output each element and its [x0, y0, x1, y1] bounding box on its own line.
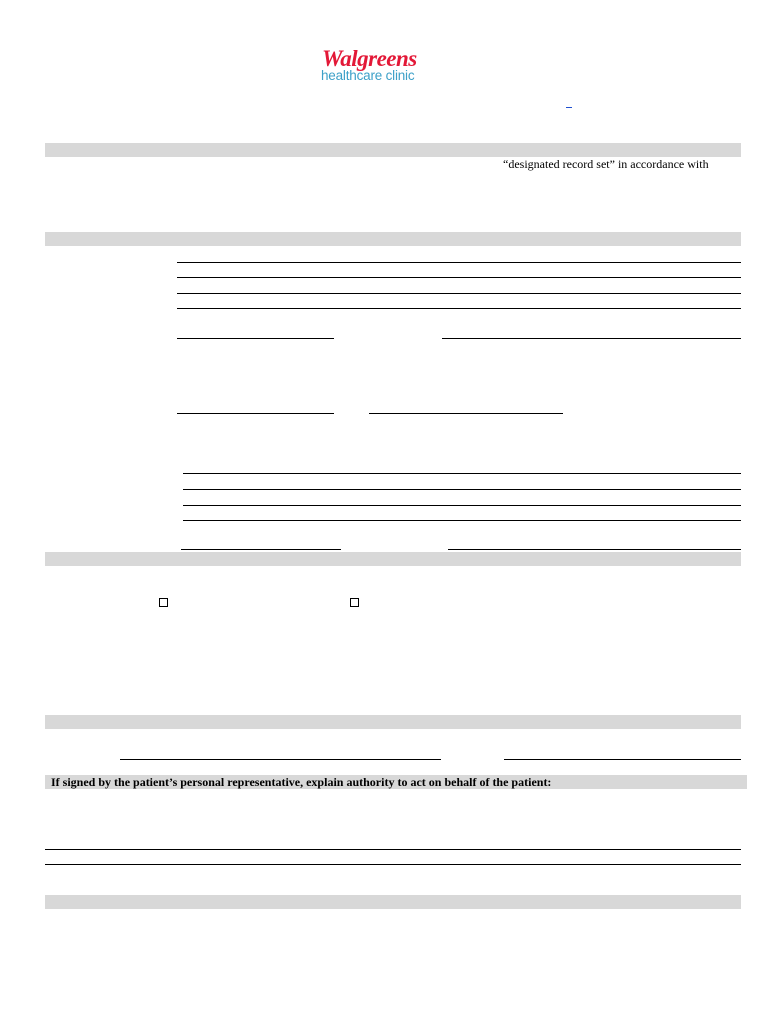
fill-line[interactable]	[177, 262, 741, 263]
option-checkbox-1[interactable]	[159, 598, 168, 607]
signature-line[interactable]	[120, 759, 441, 760]
fill-line[interactable]	[183, 505, 741, 506]
authority-line[interactable]	[45, 864, 741, 865]
date-line[interactable]	[504, 759, 741, 760]
logo-subtitle: healthcare clinic	[321, 68, 415, 83]
section-header-band-3	[45, 552, 741, 566]
intro-text-fragment: “designated record set” in accordance with	[503, 157, 709, 171]
fill-line[interactable]	[183, 489, 741, 490]
walgreens-logo: Walgreens	[322, 46, 417, 71]
authority-line[interactable]	[45, 849, 741, 850]
section-header-band-2	[45, 232, 741, 246]
fill-line-right[interactable]	[448, 549, 741, 550]
section-header-band-6	[45, 895, 741, 909]
fill-line[interactable]	[183, 473, 741, 474]
fill-line-right[interactable]	[442, 338, 741, 339]
fill-line[interactable]	[177, 277, 741, 278]
link-underscore[interactable]	[566, 107, 572, 108]
fill-line-middle[interactable]	[369, 413, 563, 414]
fill-line[interactable]	[177, 308, 741, 309]
fill-line[interactable]	[183, 520, 741, 521]
fill-line[interactable]	[177, 293, 741, 294]
option-checkbox-2[interactable]	[350, 598, 359, 607]
fill-line-short[interactable]	[177, 413, 334, 414]
fill-line-short[interactable]	[181, 549, 341, 550]
representative-authority-heading: If signed by the patient’s personal representative, explain authority to act on behalf of the patient:	[45, 775, 747, 789]
section-header-band-1	[45, 143, 741, 157]
section-header-band-4	[45, 715, 741, 729]
fill-line-short[interactable]	[177, 338, 334, 339]
